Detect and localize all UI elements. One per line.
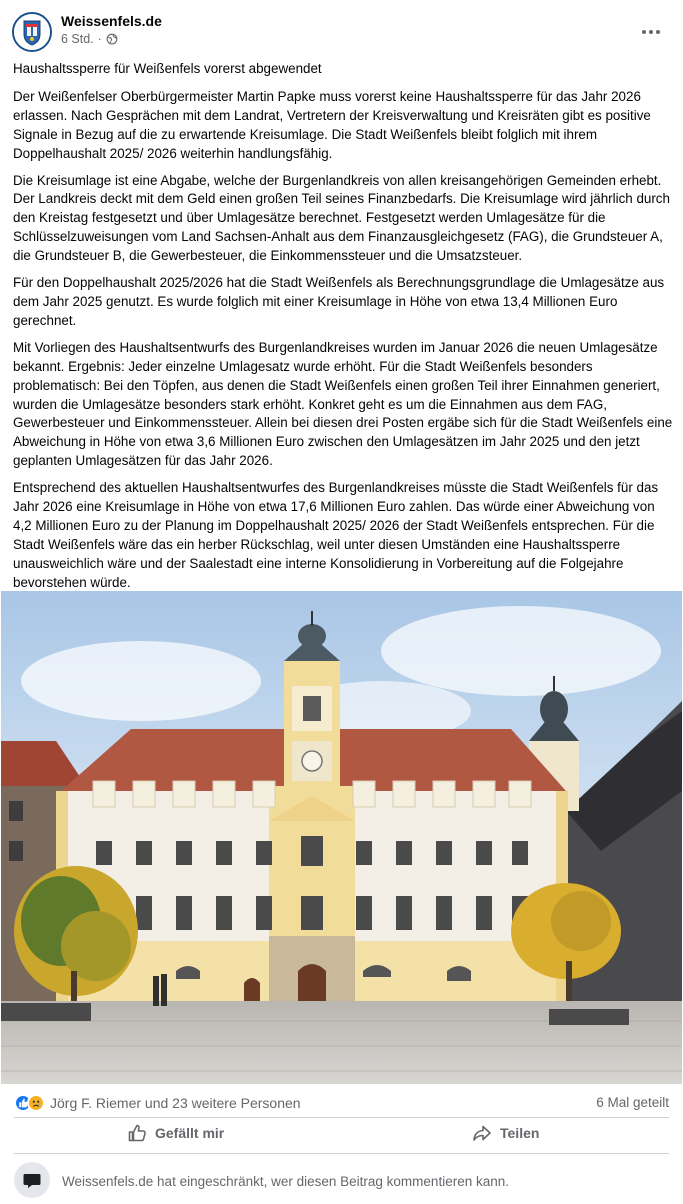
city-crest-icon[interactable] [12,12,52,52]
post-paragraph: Entsprechend des aktuellen Haushaltsentwurfes des Burgenlandkreises müsste die Stadt Weißenfels für das Jahr 2026 eine Kreisumlage in Höhe von etwa 17,6 Millionen Euro zahlen. Das würde einer Abweichung von 4,2 Millionen Euro zu der Planung im Doppelhaushalt 2025/ 2026 der Stadt Weißenfels entsprechen. Für die Stadt Weißenfels wäre das ein herber Rückschlag, weil unter diesen Umständen eine Haushaltssperre unausweichlich wäre und der Saalestadt eine interne Konsolidierung in Vorbereitung auf die Folgejahre bevorstehen würde. [13,480,659,590]
share-icon [472,1123,492,1143]
reactions-text[interactable]: Jörg F. Riemer und 23 weitere Personen [50,1095,301,1111]
post-paragraph: Die Kreisumlage ist eine Abgabe, welche der Burgenlandkreis von allen kreisangehörigen Gemeinden erhebt. Der Landkreis deckt mit dem Geld einen großen Teil seines Finanzbedarfs. Die Kreisumlage wird jährlich durch den Kreistag festgesetzt und über Umlagesätze berechnet. Festgesetzt werden Umlagesätze für die Schlüsselzuweisungen vom Land Sachsen-Anhalt aus dem Finanzausgleichgesetz (FAG), die Grundsteuer A, die Grundsteuer B, die Gewerbesteuer, die Einkommenssteuer und die Umsatzsteuer. [13,172,670,264]
comment-bubble-icon [14,1162,50,1198]
globe-icon [106,33,118,45]
post-paragraph: Mit Vorliegen des Haushaltsentwurfs des Burgenlandkreises wurden im Januar 2026 die neuen Umlagesätze bekannt. Ergebnis: Jeder einzelne Umlagesatz wurde erhöht. Für die Stadt Weißenfels besonders problematisch: Bei den Töpfen, aus denen die Stadt Weißenfels einen großen Teil ihrer Einnahmen generiert, wurden die Umlagesätze besonders stark erhöht. Konkret geht es um die Einnahmen aus dem FAG, Gewerbesteuer und Einkommenssteuer. Allein bei diesen drei Posten ergäbe sich für die Stadt Weißenfels eine Abweichung in Höhe von etwa 3,6 Millionen Euro zwischen den Umlagesätzen im Jahr 2025 und den jetzt geplanten Umlagesätzen für das Jahr 2026. [13,339,673,469]
page-name[interactable]: Weissenfels.de [61,13,162,29]
restricted-text: Weissenfels.de hat eingeschränkt, wer diesen Beitrag kommentieren kann. [62,1174,509,1189]
like-button[interactable] [127,1116,224,1150]
post-time[interactable]: 6 Std. [61,32,94,46]
reactions-summary[interactable] [14,1093,301,1113]
thumbs-up-icon [127,1123,147,1143]
post-header [12,10,671,54]
post-paragraph: Für den Doppelhaushalt 2025/2026 hat die Stadt Weißenfels als Berechnungsgrundlage die Umlagesätze aus dem Jahr 2025 genutzt. Es wurde folglich mit einer Kreisumlage in Höhe von etwa 13,4 Millionen Euro gerechnet. [13,275,665,328]
share-button[interactable] [472,1116,539,1150]
divider [14,1153,669,1154]
post-text [13,60,673,601]
like-label: Gefällt mir [155,1125,225,1141]
post-title: Haushaltssperre für Weißenfels vorerst abgewendet [13,61,322,76]
post-actions [14,1116,669,1150]
post-paragraph: Der Weißenfelser Oberbürgermeister Martin Papke muss vorerst keine Haushaltssperre für das Jahr 2026 erlassen. Nach Gesprächen mit dem Landrat, Vertretern der Kreisverwaltung und Kreisräten gibt es positive Signale in Bezug auf die zu erwartende Kreisumlage. Die Stadt Weißenfels bleibt folglich mit ihrem Doppelhaushalt 2025/ 2026 weiterhin handlungsfähig. [13,88,651,161]
comments-restricted-notice [14,1162,669,1198]
sad-reaction-icon [27,1094,45,1112]
shares-count[interactable]: 6 Mal geteilt [596,1095,669,1110]
share-label: Teilen [500,1125,540,1141]
meta-separator: · [97,32,102,46]
town-hall-photo[interactable] [1,591,682,1084]
more-options-icon[interactable] [637,18,665,46]
post-meta [61,32,118,46]
